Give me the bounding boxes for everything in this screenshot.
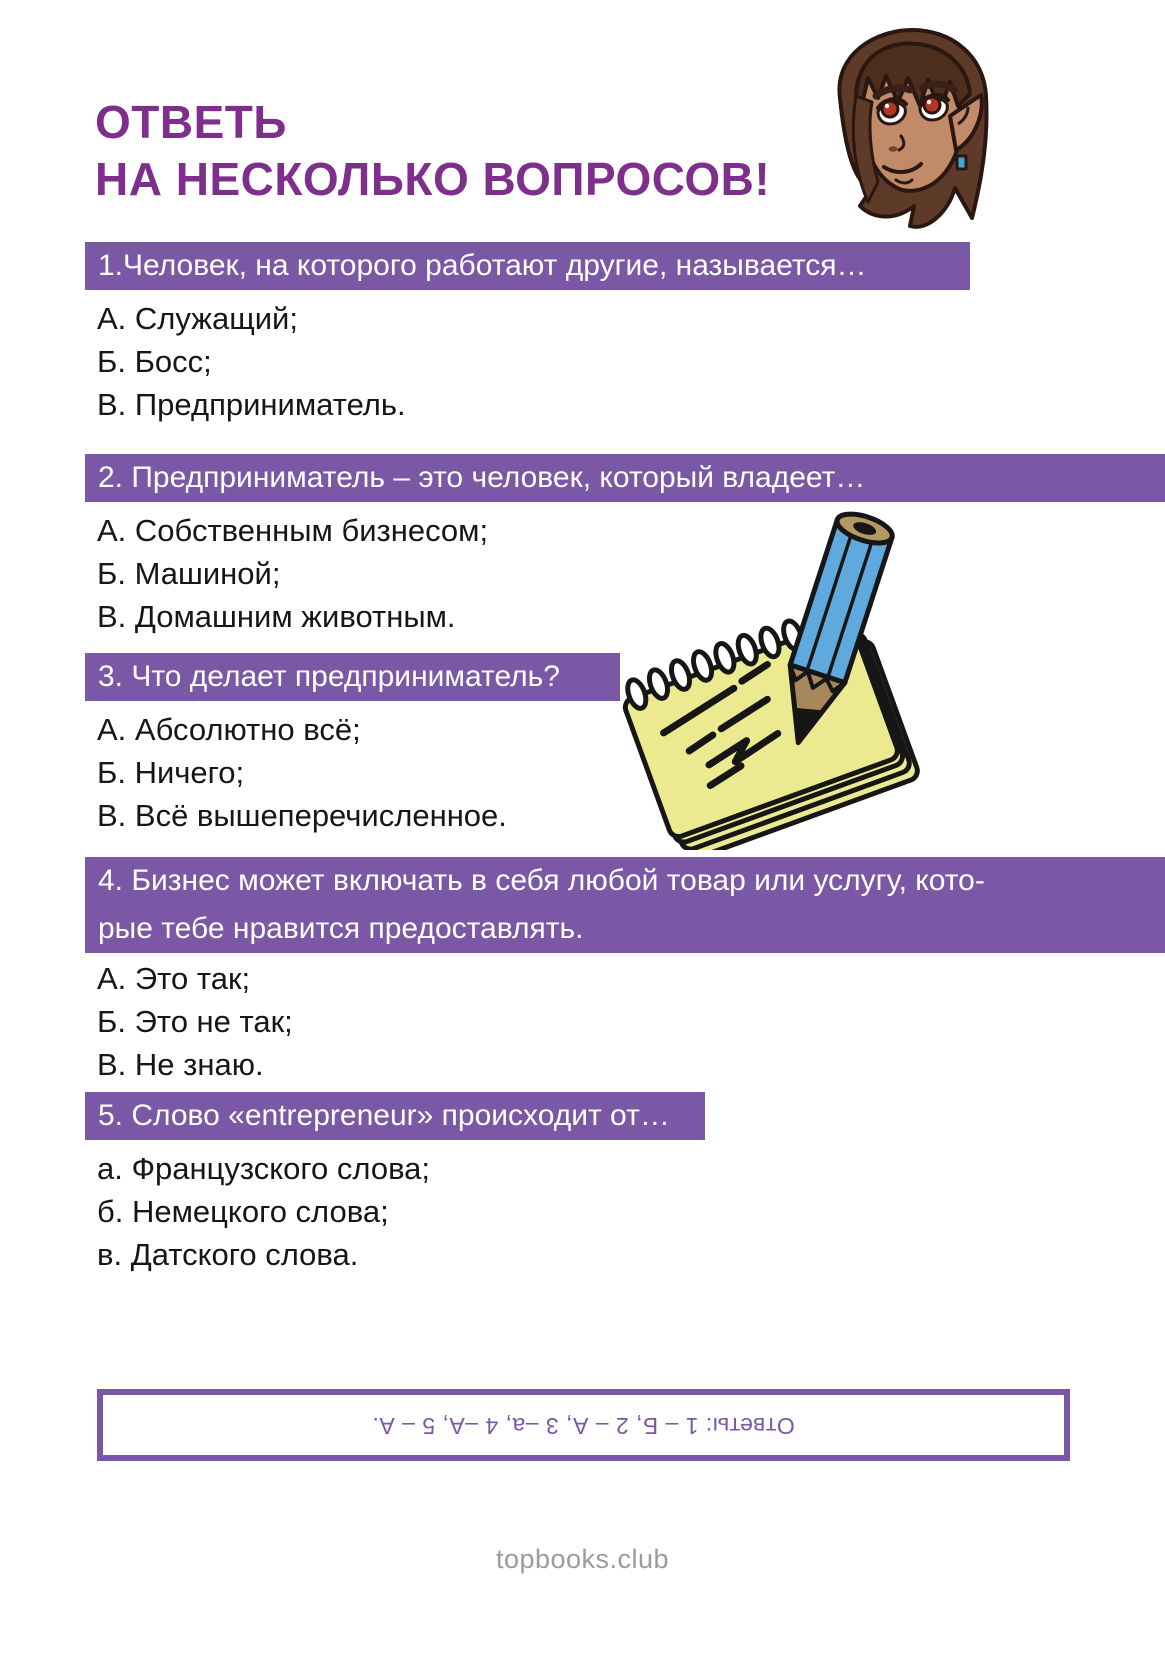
question-5-option-v: в. Датского слова. bbox=[97, 1237, 359, 1272]
answers-upside-down-text: Ответы: 1 – Б, 2 – А, 3 –а, 4 –А, 5 – А. bbox=[372, 1412, 795, 1439]
question-1-option-b: Б. Босс; bbox=[97, 344, 212, 379]
question-2-header: 2. Предприниматель – это человек, который владеет… bbox=[85, 454, 1165, 502]
page-title-line1: ОТВЕТЬ bbox=[95, 96, 287, 148]
question-4-header bbox=[85, 857, 1165, 953]
girl-face-illustration bbox=[800, 20, 1000, 235]
question-2-option-v: В. Домашним животным. bbox=[97, 599, 456, 634]
question-2-options bbox=[97, 509, 488, 638]
girl-earring bbox=[957, 156, 966, 169]
question-4-header-line2: рые тебе нравится предоставлять. bbox=[98, 912, 584, 945]
question-5-option-b: б. Немецкого слова; bbox=[97, 1194, 389, 1229]
question-3-header: 3. Что делает предприниматель? bbox=[85, 653, 620, 701]
page-title bbox=[95, 94, 770, 208]
question-1-options bbox=[97, 297, 406, 426]
footer-site-name: topbooks.club bbox=[495, 1544, 670, 1574]
question-1-option-v: В. Предприниматель. bbox=[97, 387, 406, 422]
question-1-header: 1.Человек, на которого работают другие, называется… bbox=[85, 242, 970, 290]
question-3-options bbox=[97, 708, 507, 837]
question-3-option-b: Б. Ничего; bbox=[97, 755, 245, 790]
answers-box bbox=[97, 1389, 1070, 1461]
question-2-option-b: Б. Машиной; bbox=[97, 556, 281, 591]
question-4-options bbox=[97, 957, 293, 1086]
question-3-option-a: А. Абсолютно всё; bbox=[97, 712, 361, 747]
question-5-option-a: а. Французского слова; bbox=[97, 1151, 431, 1186]
question-4-option-b: Б. Это не так; bbox=[97, 1004, 293, 1039]
question-5-options bbox=[97, 1147, 430, 1276]
question-1-option-a: А. Служащий; bbox=[97, 301, 298, 336]
question-3-option-v: В. Всё вышеперечисленное. bbox=[97, 798, 507, 833]
notepad-pencil-illustration bbox=[602, 495, 920, 850]
page-title-line2: НА НЕСКОЛЬКО ВОПРОСОВ! bbox=[95, 153, 771, 205]
question-4-option-v: В. Не знаю. bbox=[97, 1047, 264, 1082]
question-2-option-a: А. Собственным бизнесом; bbox=[97, 513, 489, 548]
question-4-header-line1: 4. Бизнес может включать в себя любой товар или услугу, кото- bbox=[98, 864, 985, 897]
question-4-option-a: А. Это так; bbox=[97, 961, 251, 996]
question-5-header: 5. Слово «entrepreneur» происходит от… bbox=[85, 1092, 705, 1140]
